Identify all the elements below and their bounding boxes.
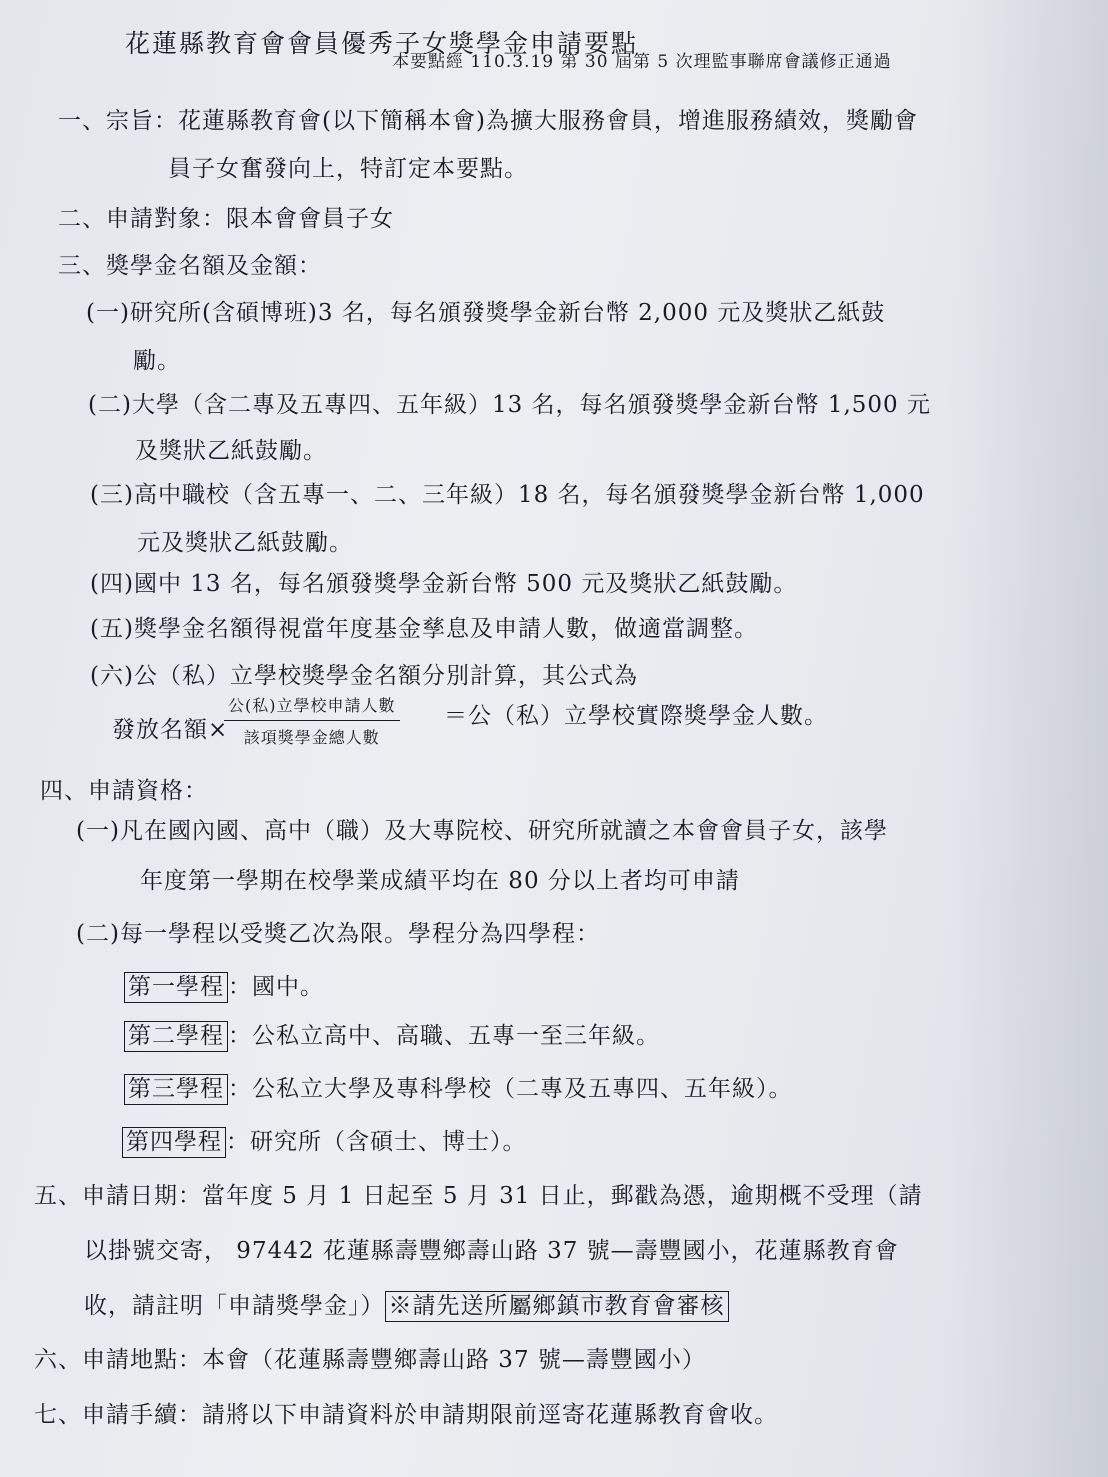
stage-2-label: 第二學程	[124, 1021, 228, 1052]
section-4-item-2: (二)每一學程以受獎乙次為限。學程分為四學程：	[76, 921, 600, 947]
section-3-item-2-line-2: 及獎狀乙紙鼓勵。	[135, 438, 327, 464]
section-5-line-1: 五、申請日期：當年度 5 月 1 日起至 5 月 31 日止，郵戳為憑，逾期概不受理（請	[34, 1183, 923, 1209]
section-2: 二、申請對象：限本會會員子女	[58, 206, 394, 232]
section-6: 六、申請地點：本會（花蓮縣壽豐鄉壽山路 37 號—壽豐國小）	[34, 1347, 706, 1373]
stage-3-label: 第三學程	[124, 1074, 228, 1105]
doc-subtitle: 本要點經 110.3.19 第 30 屆第 5 次理監事聯席會議修正通過	[392, 52, 892, 72]
section-3-item-3-line-1: (三)高中職校（含五專一、二、三年級）18 名，每名頒發獎學金新台幣 1,000	[90, 482, 925, 508]
stage-3	[124, 1070, 793, 1105]
section-5-text: 收，請註明「申請獎學金」）	[84, 1293, 385, 1319]
section-7: 七、申請手續：請將以下申請資料於申請期限前逕寄花蓮縣教育會收。	[34, 1402, 778, 1428]
page-shadow	[948, 0, 1108, 1477]
stage-2	[124, 1017, 660, 1052]
stage-4-text: ：研究所（含碩士、博士）。	[226, 1129, 527, 1155]
section-3-item-4: (四)國中 13 名，每名頒發獎學金新台幣 500 元及獎狀乙紙鼓勵。	[90, 571, 798, 597]
section-3-item-2-line-1: (二)大學（含二專及五專四、五年級）13 名，每名頒發獎學金新台幣 1,500 元	[88, 392, 931, 418]
doc-title: 花蓮縣教育會會員優秀子女獎學金申請要點	[125, 29, 639, 58]
section-3-item-1-line-1: (一)研究所(含碩博班)3 名，每名頒發獎學金新台幣 2,000 元及獎狀乙紙鼓	[86, 300, 886, 326]
formula-numerator: 公(私)立學校申請人數	[224, 693, 400, 721]
section-3-item-6: (六)公（私）立學校獎學金名額分別計算，其公式為	[90, 663, 638, 689]
section-3: 三、獎學金名額及金額：	[58, 253, 322, 279]
section-5-note: ※請先送所屬鄉鎮市教育會審核	[385, 1291, 729, 1322]
stage-3-text: ：公私立大學及專科學校（二專及五專四、五年級）。	[228, 1076, 793, 1102]
stage-1	[124, 968, 324, 1003]
stage-4	[122, 1123, 527, 1158]
stage-1-label: 第一學程	[124, 972, 228, 1003]
section-3-item-1-line-2: 勵。	[133, 348, 181, 374]
stage-1-text: ：國中。	[228, 974, 324, 1000]
section-4: 四、申請資格：	[40, 778, 208, 804]
section-1-line-2: 員子女奮發向上，特訂定本要點。	[168, 156, 528, 182]
section-4-item-1-line-1: (一)凡在國內國、高中（職）及大專院校、研究所就讀之本會會員子女，該學	[76, 818, 888, 844]
section-5-line-3	[84, 1287, 729, 1322]
formula-left: 發放名額×	[112, 717, 229, 743]
section-4-item-1-line-2: 年度第一學期在校學業成績平均在 80 分以上者均可申請	[140, 868, 740, 894]
section-3-item-3-line-2: 元及獎狀乙紙鼓勵。	[137, 530, 353, 556]
stage-2-text: ：公私立高中、高職、五專一至三年級。	[228, 1023, 660, 1049]
section-5-line-2: 以掛號交寄， 97442 花蓮縣壽豐鄉壽山路 37 號—壽豐國小，花蓮縣教育會	[84, 1238, 899, 1264]
formula-denominator: 該項獎學金總人數	[243, 728, 380, 747]
section-1-line-1: 一、宗旨：花蓮縣教育會(以下簡稱本會)為擴大服務會員，增進服務績效，獎勵會	[58, 108, 918, 134]
formula-fraction	[224, 693, 400, 748]
section-3-item-5: (五)獎學金名額得視當年度基金孳息及申請人數，做適當調整。	[90, 616, 758, 642]
formula-right: ＝公（私）立學校實際獎學金人數。	[444, 703, 828, 729]
stage-4-label: 第四學程	[122, 1127, 226, 1158]
